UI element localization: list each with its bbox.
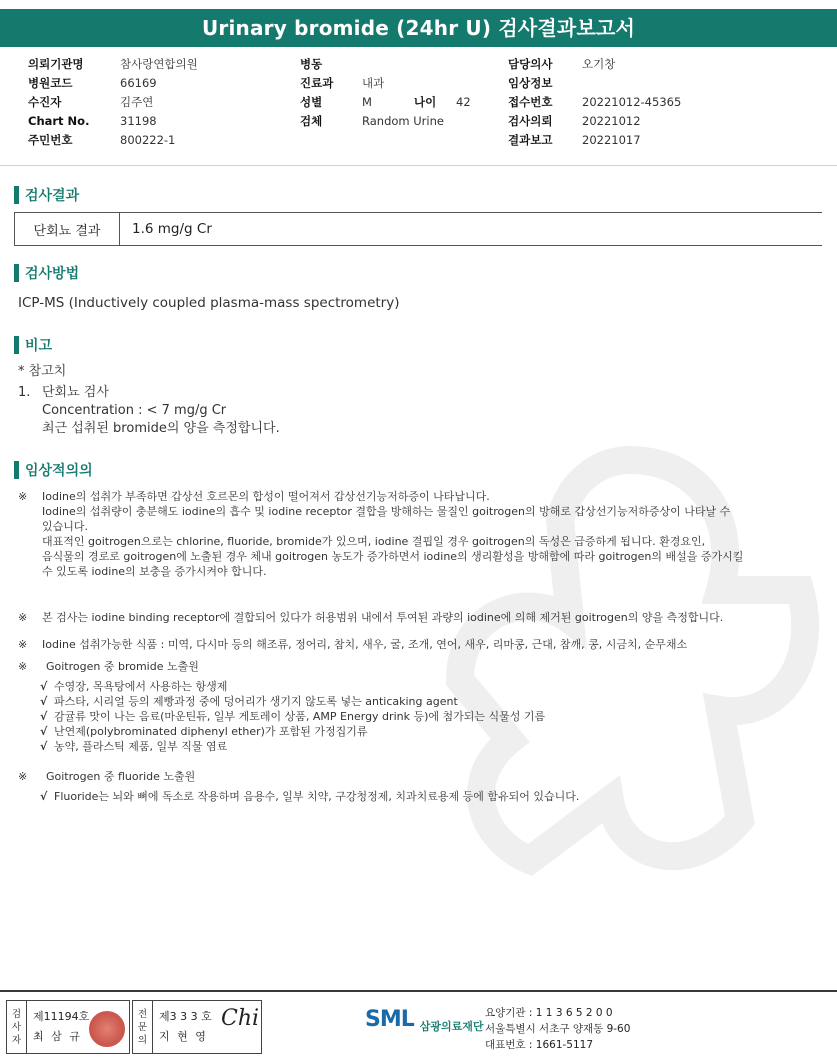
list-item: [40, 724, 808, 739]
info-value: 20221017: [582, 133, 641, 147]
organization-name: 삼광의료재단: [419, 1020, 484, 1033]
fluoride-source-list: [40, 789, 808, 804]
check-icon: √: [40, 695, 48, 708]
sml-logo-icon: SML: [365, 1006, 414, 1032]
check-icon: √: [40, 710, 48, 723]
list-item-text: Fluoride는 뇌와 뼈에 독소로 작용하며 음용수, 일부 치약, 구강청정제, 치과치료용제 등에 함유되어 있습니다.: [54, 790, 580, 803]
info-label: 성별: [300, 95, 323, 109]
check-icon: √: [40, 740, 48, 753]
list-item-text: 농약, 플라스틱 제품, 일부 직물 염료: [54, 740, 228, 753]
list-item-text: 감귤류 맛이 나는 음료(마운틴듀, 일부 게토레이 상품, AMP Energy drink 등)에 첨가되는 식물성 기름: [54, 710, 546, 723]
info-label: 검체: [300, 114, 323, 128]
specialist-box-heading: [133, 1001, 153, 1053]
list-item: [40, 679, 808, 694]
info-row-sex-age: [300, 93, 471, 112]
info-row-specimen: [300, 112, 471, 131]
info-label: 진료과: [300, 76, 334, 90]
info-label: 검사의뢰: [508, 114, 553, 128]
heading-char: 의: [137, 1034, 148, 1046]
examiner-box-heading: [7, 1001, 27, 1053]
info-label: Chart No.: [28, 114, 90, 128]
section-remark-heading: [14, 335, 52, 355]
check-icon: √: [40, 680, 48, 693]
section-title: 비고: [25, 338, 53, 354]
info-value: 20221012-45365: [582, 95, 682, 109]
info-value: 800222-1: [120, 133, 176, 147]
reference-title: * 참고치: [18, 364, 67, 379]
reference-mark-icon: ※: [18, 490, 28, 503]
list-item: [40, 694, 808, 709]
clinical-paragraph-1: [18, 489, 808, 579]
info-row-patient: [28, 93, 290, 112]
clinical-paragraph-3: [18, 637, 808, 652]
info-value: 20221012: [582, 114, 641, 128]
info-row-receipt-no: [508, 93, 681, 112]
clinical-line: 있습니다.: [42, 520, 89, 533]
info-value: M: [362, 95, 372, 109]
heading-char: 전: [137, 1008, 148, 1020]
reference-note: 최근 섭취된 bromide의 양을 측정합니다.: [42, 421, 280, 436]
reference-item-number: 1.: [18, 385, 31, 400]
info-row-report-date: [508, 131, 681, 150]
reference-mark-icon: ※: [18, 611, 28, 624]
reference-mark-icon: ※: [18, 660, 28, 673]
info-label: 수진자: [28, 95, 62, 109]
examiner-license-no: 제11194호: [33, 1010, 90, 1023]
org-info-line: 대표번호 : 1661-5117: [485, 1039, 594, 1051]
info-value: 참사랑연합의원: [120, 57, 198, 71]
heading-char: 검: [11, 1008, 22, 1020]
reference-item-name: 단회뇨 검사: [42, 385, 109, 400]
info-row-hospital-code: [28, 74, 290, 93]
info-label: 병원코드: [28, 76, 73, 90]
reference-mark-icon: ※: [18, 770, 28, 783]
list-item: [40, 739, 808, 754]
info-row-doctor: [508, 55, 681, 74]
result-table: [14, 212, 822, 246]
fluoride-sources: [18, 769, 808, 804]
info-value: 42: [456, 95, 471, 109]
info-row-chart-no: [28, 112, 290, 131]
info-label: 임상정보: [508, 76, 553, 90]
info-value: 오기창: [582, 57, 616, 71]
examiner-details: [27, 1001, 95, 1053]
section-title: 검사결과: [25, 188, 80, 204]
info-row-ward: [300, 55, 471, 74]
info-label: 담당의사: [508, 57, 553, 71]
info-value: 66169: [120, 76, 157, 90]
result-label: 단회뇨 결과: [14, 212, 120, 246]
footer-divider: [0, 990, 837, 992]
clinical-line: 음식물의 경로로 goitrogen에 노출된 경우 체내 goitrogen 농도가 증가하면서 iodine의 생리활성을 방해함에 따라 goitrogen의 배설을 증가시킬: [42, 550, 744, 563]
clinical-line: Iodine 섭취가능한 식품 : 미역, 다시마 등의 해조류, 정어리, 참치, 새우, 굴, 조개, 연어, 새우, 리마콩, 근대, 참깨, 콩, 시금치, 순무채소: [42, 638, 688, 651]
section-method-heading: [14, 263, 79, 283]
fluoride-sources-title: Goitrogen 중 fluoride 노출원: [46, 770, 196, 783]
list-item-text: 난연제(polybrominated diphenyl ether)가 포함된 가정집기류: [54, 725, 368, 738]
bromide-source-list: [40, 679, 808, 754]
specialist-license-no: 제3 3 3 호: [159, 1010, 212, 1023]
info-label: 주민번호: [28, 133, 73, 147]
bromide-sources: [18, 659, 808, 754]
specialist-details: [153, 1001, 260, 1053]
examiner-name: 최 삼 규: [33, 1030, 82, 1043]
clinical-line: 대표적인 goitrogen으로는 chlorine, fluoride, bromide가 있으며, iodine 결핍일 경우 goitrogen의 독성은 급증하게 됩니다. 환경요인,: [42, 535, 706, 548]
seal-stamp-icon: [89, 1011, 125, 1047]
info-value: 내과: [362, 76, 385, 90]
heading-char: 문: [137, 1021, 148, 1033]
examiner-box: [6, 1000, 130, 1054]
result-value: 1.6 mg/g Cr: [132, 221, 212, 237]
heading-char: 사: [11, 1021, 22, 1033]
section-marker: [14, 336, 19, 354]
list-item-text: 파스타, 시리얼 등의 제빵과정 중에 덩어리가 생기지 않도록 넣는 anticaking agent: [54, 695, 458, 708]
list-item-text: 수영장, 목욕탕에서 사용하는 항생제: [54, 680, 228, 693]
info-label: 결과보고: [508, 133, 553, 147]
list-item: [40, 709, 808, 724]
org-info-line: 서울특별시 서초구 양재동 9-60: [485, 1023, 631, 1035]
info-row-request-date: [508, 112, 681, 131]
organization-logo: [365, 1004, 484, 1034]
organization-info: [485, 1005, 630, 1053]
clinical-line: Iodine의 섭취가 부족하면 갑상선 호르몬의 합성이 떨어져서 갑상선기능저하증이 나타납니다.: [42, 490, 490, 503]
check-icon: √: [40, 725, 48, 738]
patient-info-col1: [28, 55, 290, 150]
info-label: 접수번호: [508, 95, 553, 109]
section-title: 임상적의의: [25, 463, 93, 479]
info-label: 병동: [300, 57, 323, 71]
bromide-sources-title: Goitrogen 중 bromide 노출원: [46, 660, 199, 673]
signature-icon: Chi: [221, 1006, 260, 1031]
report-title: Urinary bromide (24hr U) 검사결과보고서: [0, 9, 837, 47]
info-label: 의뢰기관명: [28, 57, 84, 71]
org-info-line: 요양기관 : 1 1 3 6 5 2 0 0: [485, 1007, 613, 1019]
clinical-paragraph-2: [18, 610, 808, 625]
section-result-heading: [14, 185, 79, 205]
clinical-line: 수 있도록 iodine의 보충을 증가시켜야 합니다.: [42, 565, 267, 578]
section-marker: [14, 186, 19, 204]
info-label: 나이: [414, 95, 437, 109]
section-title: 검사방법: [25, 266, 80, 282]
info-row-resident-no: [28, 131, 290, 150]
clinical-line: Iodine의 섭취량이 충분해도 iodine의 흡수 및 iodine receptor 결합을 방해하는 물질인 goitrogen의 방해로 갑상선기능저하증상이 나타날 수: [42, 505, 731, 518]
patient-info-col3: [508, 55, 681, 150]
header-divider: [0, 165, 837, 166]
section-marker: [14, 461, 19, 479]
info-value: 31198: [120, 114, 157, 128]
check-icon: √: [40, 790, 48, 803]
specialist-name: 지 현 영: [159, 1030, 208, 1043]
clinical-line: 본 검사는 iodine binding receptor에 결합되어 있다가 허용범위 내에서 투여된 과량의 iodine에 의해 제거된 goitrogen의 양을 측정합니다.: [42, 611, 724, 624]
section-clinical-heading: [14, 460, 93, 480]
info-value: 김주연: [120, 95, 154, 109]
list-item: [40, 789, 808, 804]
section-marker: [14, 264, 19, 282]
heading-char: 자: [11, 1034, 22, 1046]
reference-mark-icon: ※: [18, 638, 28, 651]
patient-info-col2: [300, 55, 471, 131]
info-row-clinical-info: [508, 74, 681, 93]
reference-concentration: Concentration : < 7 mg/g Cr: [42, 403, 227, 418]
info-row-department: [300, 74, 471, 93]
info-value: Random Urine: [362, 114, 444, 128]
specialist-box: [132, 1000, 262, 1054]
info-row-institution: [28, 55, 290, 74]
method-text: ICP-MS (Inductively coupled plasma-mass spectrometry): [18, 295, 400, 311]
